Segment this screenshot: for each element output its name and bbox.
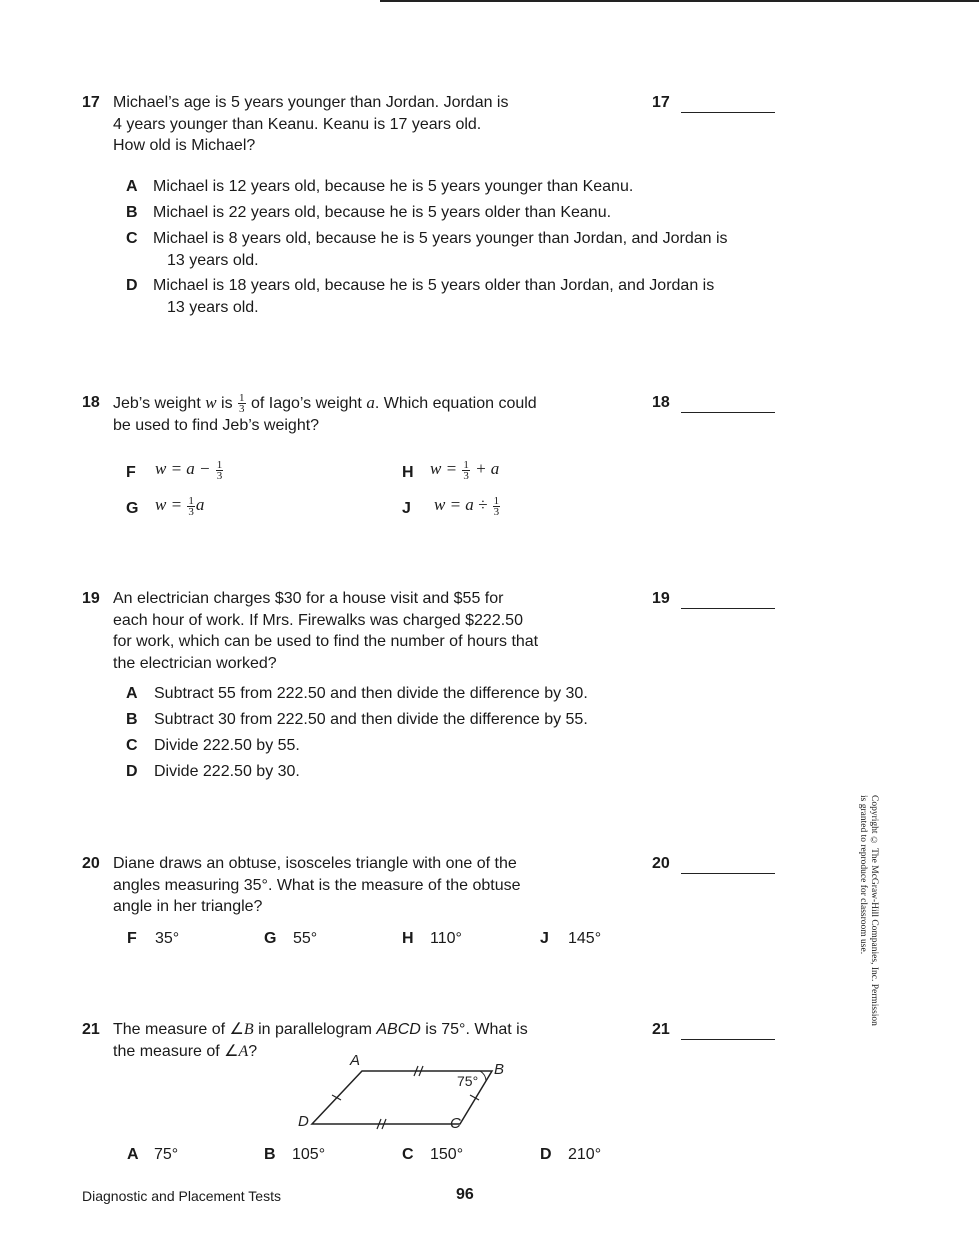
option-text	[153, 275, 714, 319]
question-text-line: angles measuring 35°. What is the measure of the obtuse	[113, 876, 521, 894]
answer-blank[interactable]	[681, 412, 775, 413]
fraction	[216, 460, 224, 481]
answer-blank[interactable]	[681, 112, 775, 113]
vertex-label-c: C	[450, 1115, 461, 1132]
option-text: 75°	[154, 1146, 179, 1163]
text-fragment: ?	[248, 1042, 258, 1060]
answer-blank[interactable]	[681, 608, 775, 609]
option-text-line: Michael is 18 years old, because he is 5 years older than Jordan, and Jordan is	[153, 277, 715, 294]
question-text-line: An electrician charges $30 for a house visit and $55 for	[113, 590, 504, 607]
page-number: 96	[456, 1186, 474, 1203]
option-equation	[155, 458, 224, 481]
option-text-line: Michael is 8 years old, because he is 5 years younger than Jordan, and Jordan is	[153, 230, 728, 247]
question-text	[113, 92, 508, 157]
text-fragment: of Iago’s weight	[250, 395, 362, 412]
equation-part: w = a −	[155, 459, 211, 478]
option-letter: C	[402, 1146, 414, 1163]
question-text	[113, 392, 537, 436]
option-text-line: 13 years old.	[167, 252, 259, 269]
option-text: Divide 222.50 by 55.	[154, 737, 300, 754]
text-fragment: the measure of ∠	[113, 1042, 239, 1060]
variable-w: w	[205, 393, 217, 412]
fraction-numerator: 1	[463, 458, 469, 471]
variable-a: a	[366, 393, 375, 412]
text-fragment: is 75°. What is	[420, 1021, 528, 1038]
option-text: 105°	[292, 1146, 326, 1163]
option-letter: G	[264, 930, 277, 947]
copyright-notice	[858, 795, 879, 1026]
question-number: 19	[82, 590, 100, 607]
text-fragment: The measure of ∠	[113, 1021, 244, 1038]
question-number: 17	[82, 94, 100, 111]
footer-title: Diagnostic and Placement Tests	[82, 1188, 281, 1204]
option-letter: A	[126, 685, 138, 702]
option-equation	[430, 458, 499, 481]
copyright-line: is granted to reproduce for classroom use.	[858, 795, 868, 955]
answer-blank[interactable]	[681, 873, 775, 874]
answer-label: 21	[652, 1021, 670, 1038]
answer-label: 18	[652, 394, 670, 411]
fraction-denominator: 3	[239, 403, 245, 416]
option-text: Michael is 12 years old, because he is 5 years younger than Keanu.	[153, 178, 634, 195]
fraction	[462, 460, 470, 481]
text-fragment: is	[221, 395, 233, 412]
fraction-denominator: 3	[493, 505, 500, 518]
question-text-line: 4 years younger than Keanu. Keanu is 17 years old.	[113, 115, 482, 133]
option-text: Subtract 55 from 222.50 and then divide the difference by 30.	[154, 685, 588, 702]
option-text: Michael is 22 years old, because he is 5 years older than Keanu.	[153, 204, 612, 221]
text-fragment: . Which equation could	[374, 395, 537, 412]
answer-label: 17	[652, 94, 670, 111]
vertex-label-a: A	[350, 1052, 361, 1069]
answer-label: 19	[652, 590, 670, 607]
variable-abcd: ABCD	[376, 1021, 421, 1038]
option-letter: B	[126, 204, 138, 221]
option-letter: J	[540, 930, 549, 947]
fraction-numerator: 1	[188, 494, 194, 507]
option-letter: D	[540, 1146, 552, 1163]
option-equation	[434, 494, 501, 517]
option-text: Subtract 30 from 222.50 and then divide the difference by 55.	[154, 711, 588, 728]
option-text: 55°	[293, 930, 318, 947]
question-text-line: How old is Michael?	[113, 137, 256, 154]
question-text-line: each hour of work. If Mrs. Firewalks was charged $222.50	[113, 611, 523, 629]
question-text-line	[113, 1019, 528, 1041]
fraction-denominator: 3	[463, 469, 469, 482]
vertex-label-d: D	[298, 1113, 309, 1130]
question-text	[113, 588, 538, 674]
option-letter: A	[126, 178, 138, 195]
fraction-denominator: 3	[216, 469, 223, 482]
option-text: 145°	[568, 930, 602, 947]
fraction	[187, 496, 195, 517]
option-letter: B	[264, 1146, 276, 1163]
option-letter: H	[402, 930, 414, 947]
option-text: 210°	[568, 1146, 602, 1163]
question-text-line: Michael’s age is 5 years younger than Jordan. Jordan is	[113, 94, 509, 111]
option-letter: D	[126, 277, 138, 294]
question-text-line: Diane draws an obtuse, isosceles triangle with one of the	[113, 855, 517, 872]
equation-part: a	[195, 495, 205, 514]
option-text: 110°	[430, 930, 462, 947]
question-text-line: angle in her triangle?	[113, 898, 263, 915]
question-number: 18	[82, 394, 100, 411]
question-number: 20	[82, 855, 100, 872]
top-rule	[380, 0, 979, 2]
option-text: 150°	[430, 1146, 464, 1163]
fraction-numerator: 1	[493, 494, 500, 507]
option-text-line: 13 years old.	[167, 299, 259, 316]
fraction-numerator: 1	[239, 392, 245, 405]
question-number: 21	[82, 1021, 100, 1038]
angle-label: 75°	[457, 1073, 479, 1089]
option-letter: F	[127, 930, 137, 947]
option-text: Divide 222.50 by 30.	[154, 763, 300, 780]
option-letter: H	[402, 464, 414, 481]
fraction	[238, 393, 246, 414]
option-letter: C	[126, 737, 138, 754]
option-text	[153, 228, 728, 272]
option-letter: B	[126, 711, 138, 728]
option-equation	[155, 494, 204, 517]
parallelogram-figure	[290, 1048, 520, 1133]
equation-part: w =	[430, 459, 458, 478]
answer-label: 20	[652, 855, 670, 872]
option-letter: D	[126, 763, 138, 780]
option-letter: A	[127, 1146, 139, 1163]
text-fragment: in parallelogram	[253, 1021, 377, 1038]
equation-part: w =	[155, 495, 183, 514]
angle-arc	[480, 1071, 486, 1081]
fraction-denominator: 3	[188, 505, 194, 518]
equation-part: + a	[475, 459, 500, 478]
text-fragment: Jeb’s weight	[113, 395, 201, 412]
question-text-line: be used to find Jeb’s weight?	[113, 416, 320, 434]
option-letter: C	[126, 230, 138, 247]
fraction-numerator: 1	[216, 458, 223, 471]
option-letter: G	[126, 500, 139, 517]
variable-b: B	[243, 1021, 254, 1038]
option-letter: F	[126, 464, 136, 481]
option-letter: J	[402, 500, 411, 517]
fraction	[493, 496, 501, 517]
variable-a: A	[238, 1042, 249, 1060]
question-text-line: for work, which can be used to find the number of hours that	[113, 633, 539, 650]
answer-blank[interactable]	[681, 1039, 775, 1040]
vertex-label-b: B	[494, 1061, 505, 1078]
equation-part: w = a ÷	[434, 495, 488, 514]
question-text-line	[113, 392, 537, 415]
question-text	[113, 853, 521, 918]
question-text-line: the electrician worked?	[113, 654, 277, 672]
option-text: 35°	[155, 930, 180, 947]
copyright-line: Copyright © The McGraw-Hill Companies, Inc. Permission	[869, 795, 879, 1026]
